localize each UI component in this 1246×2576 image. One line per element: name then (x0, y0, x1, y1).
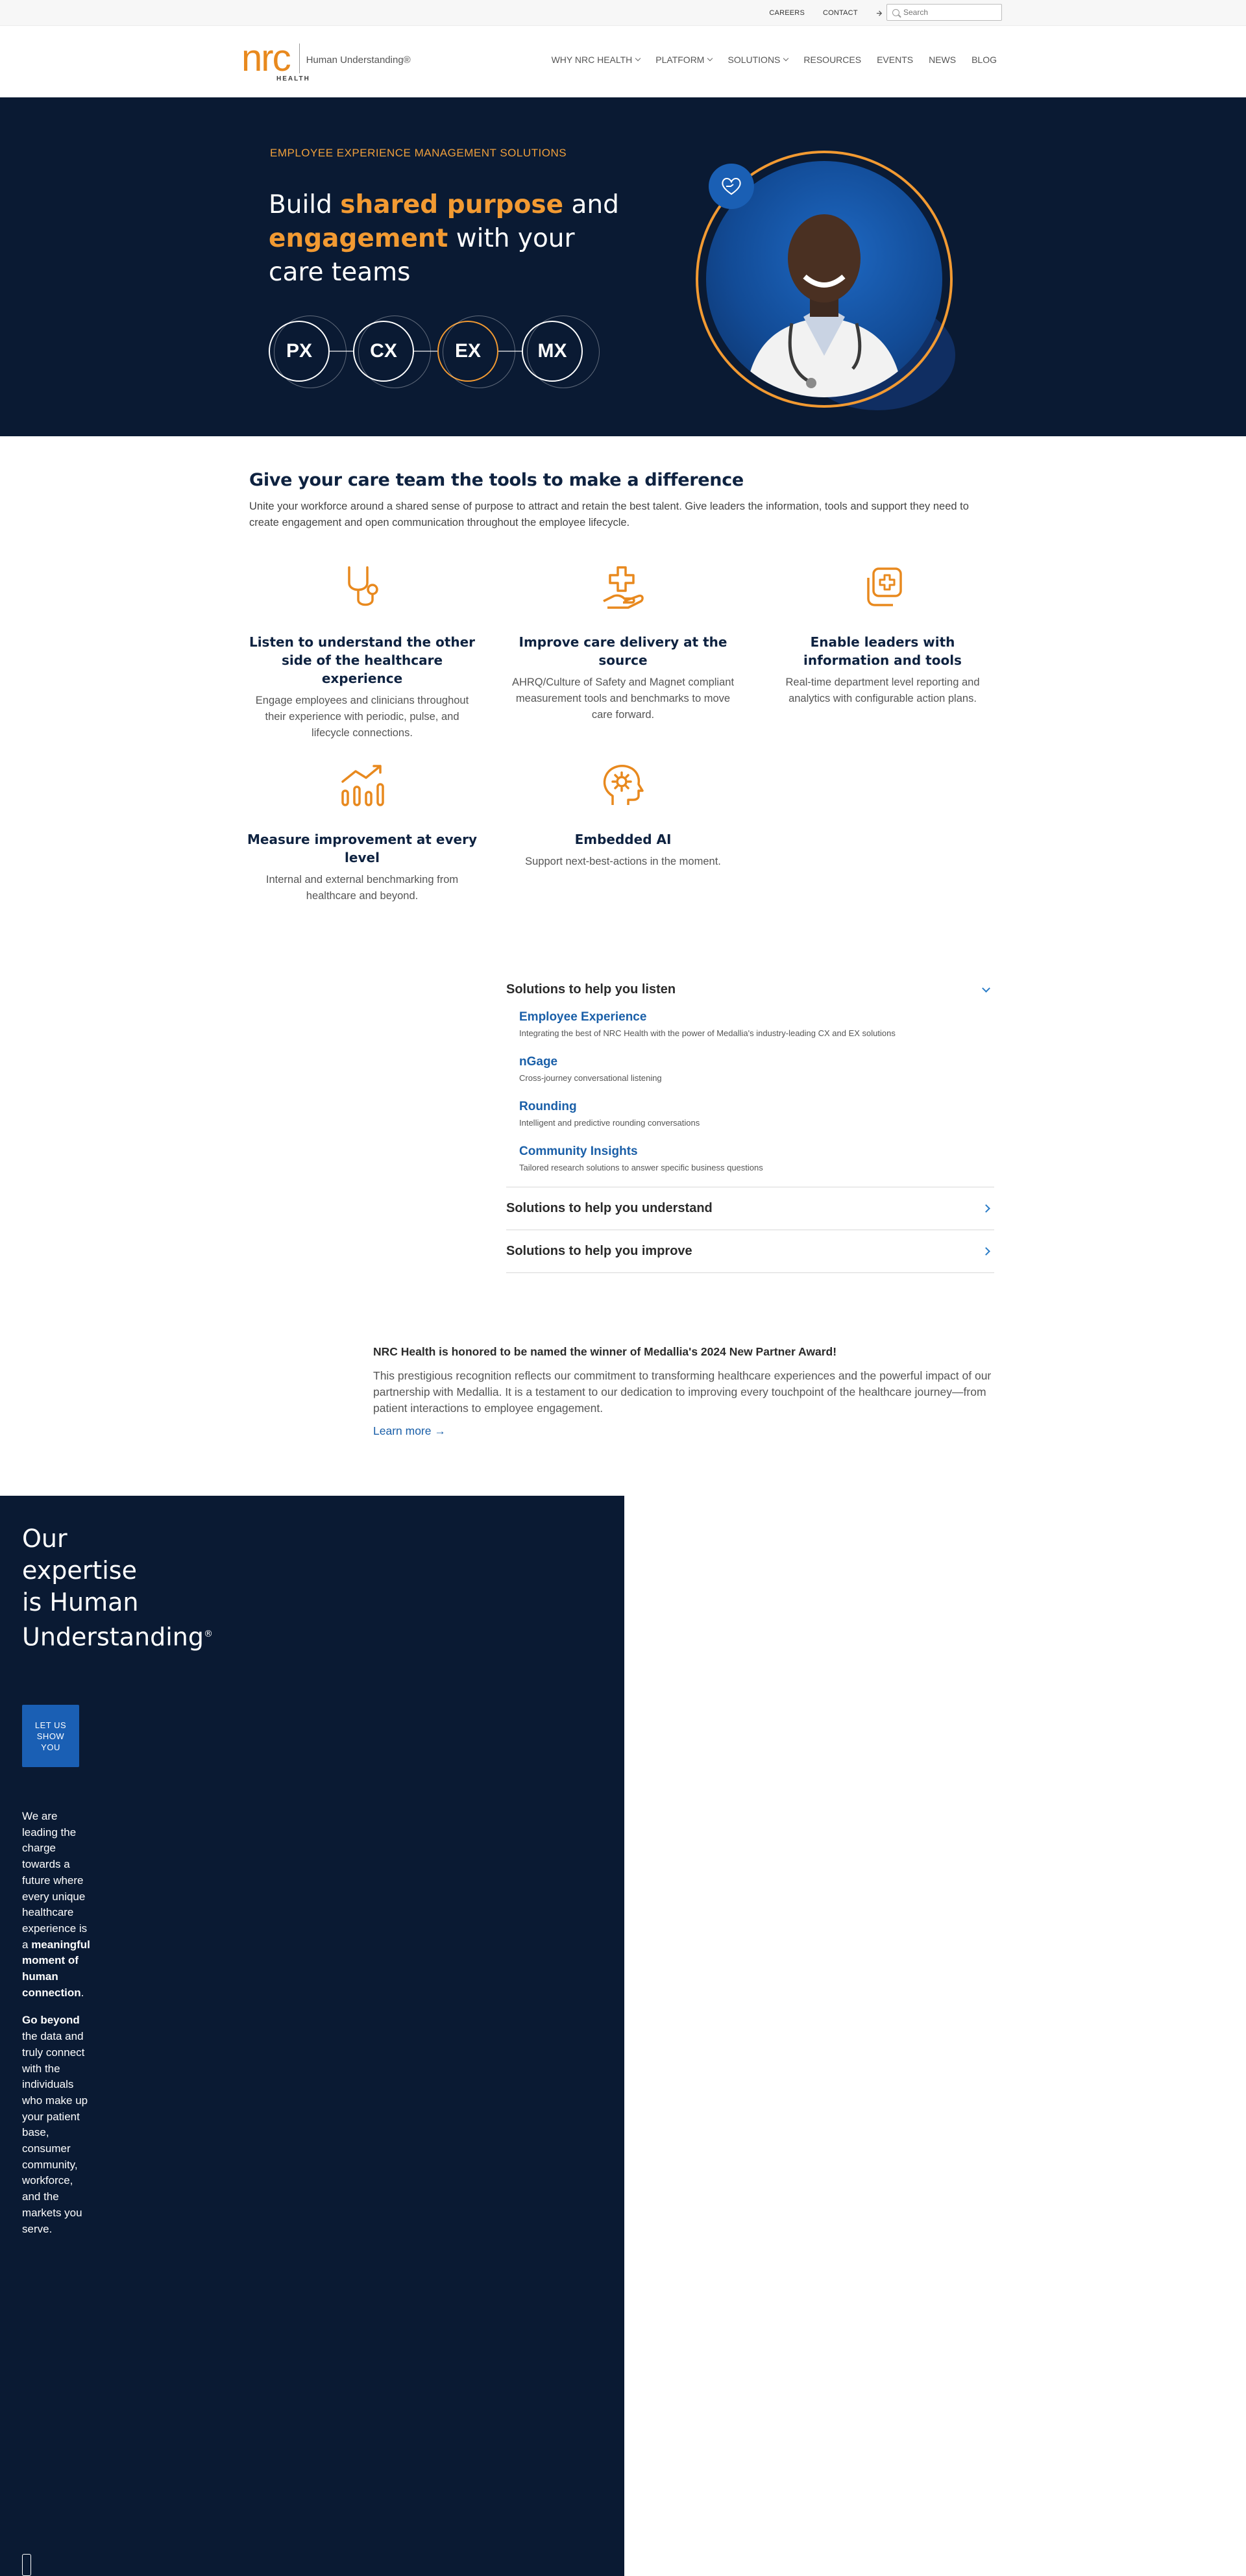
pill-px[interactable]: PX (269, 321, 330, 382)
heart-hand-badge-icon (709, 164, 754, 209)
feature-title: Embedded AI (574, 832, 672, 847)
nav-label: PLATFORM (655, 55, 705, 65)
feature-title: Enable leaders with information and tools (803, 634, 962, 668)
stethoscope-icon (337, 564, 387, 613)
nav-label: WHY NRC HEALTH (551, 55, 633, 65)
hand-medical-cross-icon (598, 564, 648, 613)
logo-sub: HEALTH (276, 75, 310, 82)
title-part: and (563, 190, 619, 219)
title-part: with your care teams (269, 224, 575, 287)
medical-cards-icon (858, 564, 907, 613)
solution-link[interactable]: nGage (519, 1055, 558, 1069)
accordion-listen-body (506, 1006, 994, 1187)
site-header (0, 26, 1246, 97)
expertise-title-text: Our expertise is Human Understanding (22, 1524, 204, 1652)
pill-cx[interactable]: CX (353, 321, 414, 382)
nav-news[interactable]: NEWS (929, 55, 957, 65)
head-gear-icon (598, 761, 648, 810)
award-body: This prestigious recognition reflects our commitment to transforming healthcare experiences and the powerful impact of our partnership with Medallia. It is a testament to our dedication to improving every touchpoint of the healthcare journey—from patient interactions to employee engagement. (373, 1369, 992, 1415)
solutions-accordion (506, 972, 994, 1273)
accordion-title: Solutions to help you understand (506, 1201, 713, 1215)
solution-desc: Intelligent and predictive rounding conversations (519, 1118, 700, 1128)
feature-care-delivery (506, 564, 740, 723)
solution-link[interactable]: Rounding (519, 1100, 577, 1113)
nav-resources[interactable]: RESOURCES (803, 55, 862, 65)
solution-desc: Integrating the best of NRC Health with the power of Medallia's industry-leading CX and EX solutions (519, 1028, 896, 1038)
pill-mx[interactable]: MX (522, 321, 583, 382)
expertise-paragraph-1 (22, 1809, 93, 2001)
feature-desc: Engage employees and clinicians throughout their experience with periodic, pulse, and lifecycle connections. (255, 695, 469, 739)
text-run: the data and truly connect with the individuals who make up your patient base, consumer community, workforce, and the markets you serve. (22, 2030, 88, 2235)
title-part: Build (269, 190, 341, 219)
feature-measure (245, 761, 479, 904)
logo-divider (299, 43, 300, 73)
feature-listen (245, 564, 479, 741)
nav-events[interactable]: EVENTS (877, 55, 914, 65)
accordion-understand-header[interactable] (506, 1187, 994, 1230)
logo-wordmark: nrc (241, 37, 290, 79)
hero-eyebrow: EMPLOYEE EXPERIENCE MANAGEMENT SOLUTIONS (270, 147, 567, 159)
nav-why-nrc-health[interactable] (552, 55, 641, 65)
nrc-health-logo[interactable] (241, 37, 411, 82)
search-box[interactable] (886, 4, 1002, 21)
search-icon (892, 9, 899, 16)
feature-embedded-ai (506, 761, 740, 870)
solution-link[interactable]: Community Insights (519, 1145, 638, 1158)
doctor-portrait (696, 151, 953, 408)
main-nav (552, 55, 997, 65)
expertise-section (0, 1496, 624, 2576)
solution-item (519, 1145, 981, 1172)
solution-link[interactable]: Employee Experience (519, 1010, 647, 1024)
text-run: . (80, 1986, 84, 1999)
experience-pills (269, 321, 583, 382)
feature-desc: Real-time department level reporting and analytics with configurable action plans. (785, 676, 980, 704)
chevron-right-icon (982, 1247, 990, 1256)
careers-link[interactable]: CAREERS (769, 9, 805, 17)
accordion-listen-header[interactable] (506, 972, 994, 1006)
medallia-award (373, 1345, 1003, 1438)
nav-solutions[interactable] (727, 55, 788, 65)
let-us-show-you-button[interactable]: LET US SHOW YOU (22, 1705, 79, 1767)
login-icon (876, 10, 883, 17)
learn-more-link[interactable]: Learn more → (373, 1424, 446, 1437)
feature-title: Listen to understand the other side of the healthcare experience (249, 634, 476, 686)
feature-title: Improve care delivery at the source (519, 634, 727, 668)
text-bold: Go beyond (22, 2014, 80, 2027)
hero-title (269, 188, 619, 290)
feature-title: Measure improvement at every level (247, 832, 477, 865)
solution-item (519, 1100, 981, 1128)
utility-bar (0, 0, 1246, 26)
accordion-title: Solutions to help you listen (506, 982, 676, 997)
nav-label: SOLUTIONS (727, 55, 781, 65)
feature-desc: AHRQ/Culture of Safety and Magnet compliant measurement tools and benchmarks to move care forward. (511, 676, 735, 721)
chevron-right-icon (982, 1204, 990, 1213)
nav-blog[interactable]: BLOG (971, 55, 997, 65)
pill-ex[interactable]: EX (437, 321, 498, 382)
expertise-paragraph-2 (22, 2012, 93, 2237)
contact-link[interactable]: CONTACT (823, 9, 858, 17)
feature-desc: Support next-best-actions in the moment. (525, 856, 721, 867)
solution-item (519, 1055, 981, 1083)
nav-platform[interactable] (655, 55, 712, 65)
accordion-title: Solutions to help you improve (506, 1244, 692, 1258)
chevron-down-icon (783, 56, 788, 61)
award-heading: NRC Health is honored to be named the winner of Medallia's 2024 New Partner Award! (373, 1345, 837, 1358)
expertise-title (22, 1523, 213, 1653)
tools-section (0, 436, 1246, 943)
tools-heading: Give your care team the tools to make a difference (249, 470, 744, 490)
scroll-indicator[interactable] (22, 2554, 31, 2576)
feature-leaders (766, 564, 999, 707)
registered-mark: ® (203, 1629, 213, 1639)
text-run: We are leading the charge towards a future where every unique healthcare experience is a (22, 1810, 88, 1951)
solution-desc: Cross-journey conversational listening (519, 1073, 662, 1083)
logo-tagline: Human Understanding® (306, 54, 411, 66)
bar-chart-trend-icon (337, 761, 387, 810)
text-bold: meaningful moment of human connection (22, 1938, 90, 1999)
solution-item (519, 1010, 981, 1038)
search-input[interactable] (903, 8, 994, 17)
chevron-down-icon (635, 56, 641, 61)
title-highlight: engagement (269, 224, 448, 253)
tools-intro: Unite your workforce around a shared sense of purpose to attract and retain the best talent. Give leaders the information, tools and support they need to create engagement and open communication throughout the employee lifecycle. (249, 501, 969, 528)
expertise-copy (22, 1809, 93, 2249)
title-highlight: shared purpose (340, 190, 564, 219)
solution-desc: Tailored research solutions to answer specific business questions (519, 1163, 763, 1172)
feature-desc: Internal and external benchmarking from healthcare and beyond. (265, 874, 459, 902)
hero-section (0, 97, 1246, 436)
chevron-down-icon (707, 56, 713, 61)
chevron-down-icon (982, 984, 990, 993)
accordion-improve-header[interactable] (506, 1230, 994, 1273)
